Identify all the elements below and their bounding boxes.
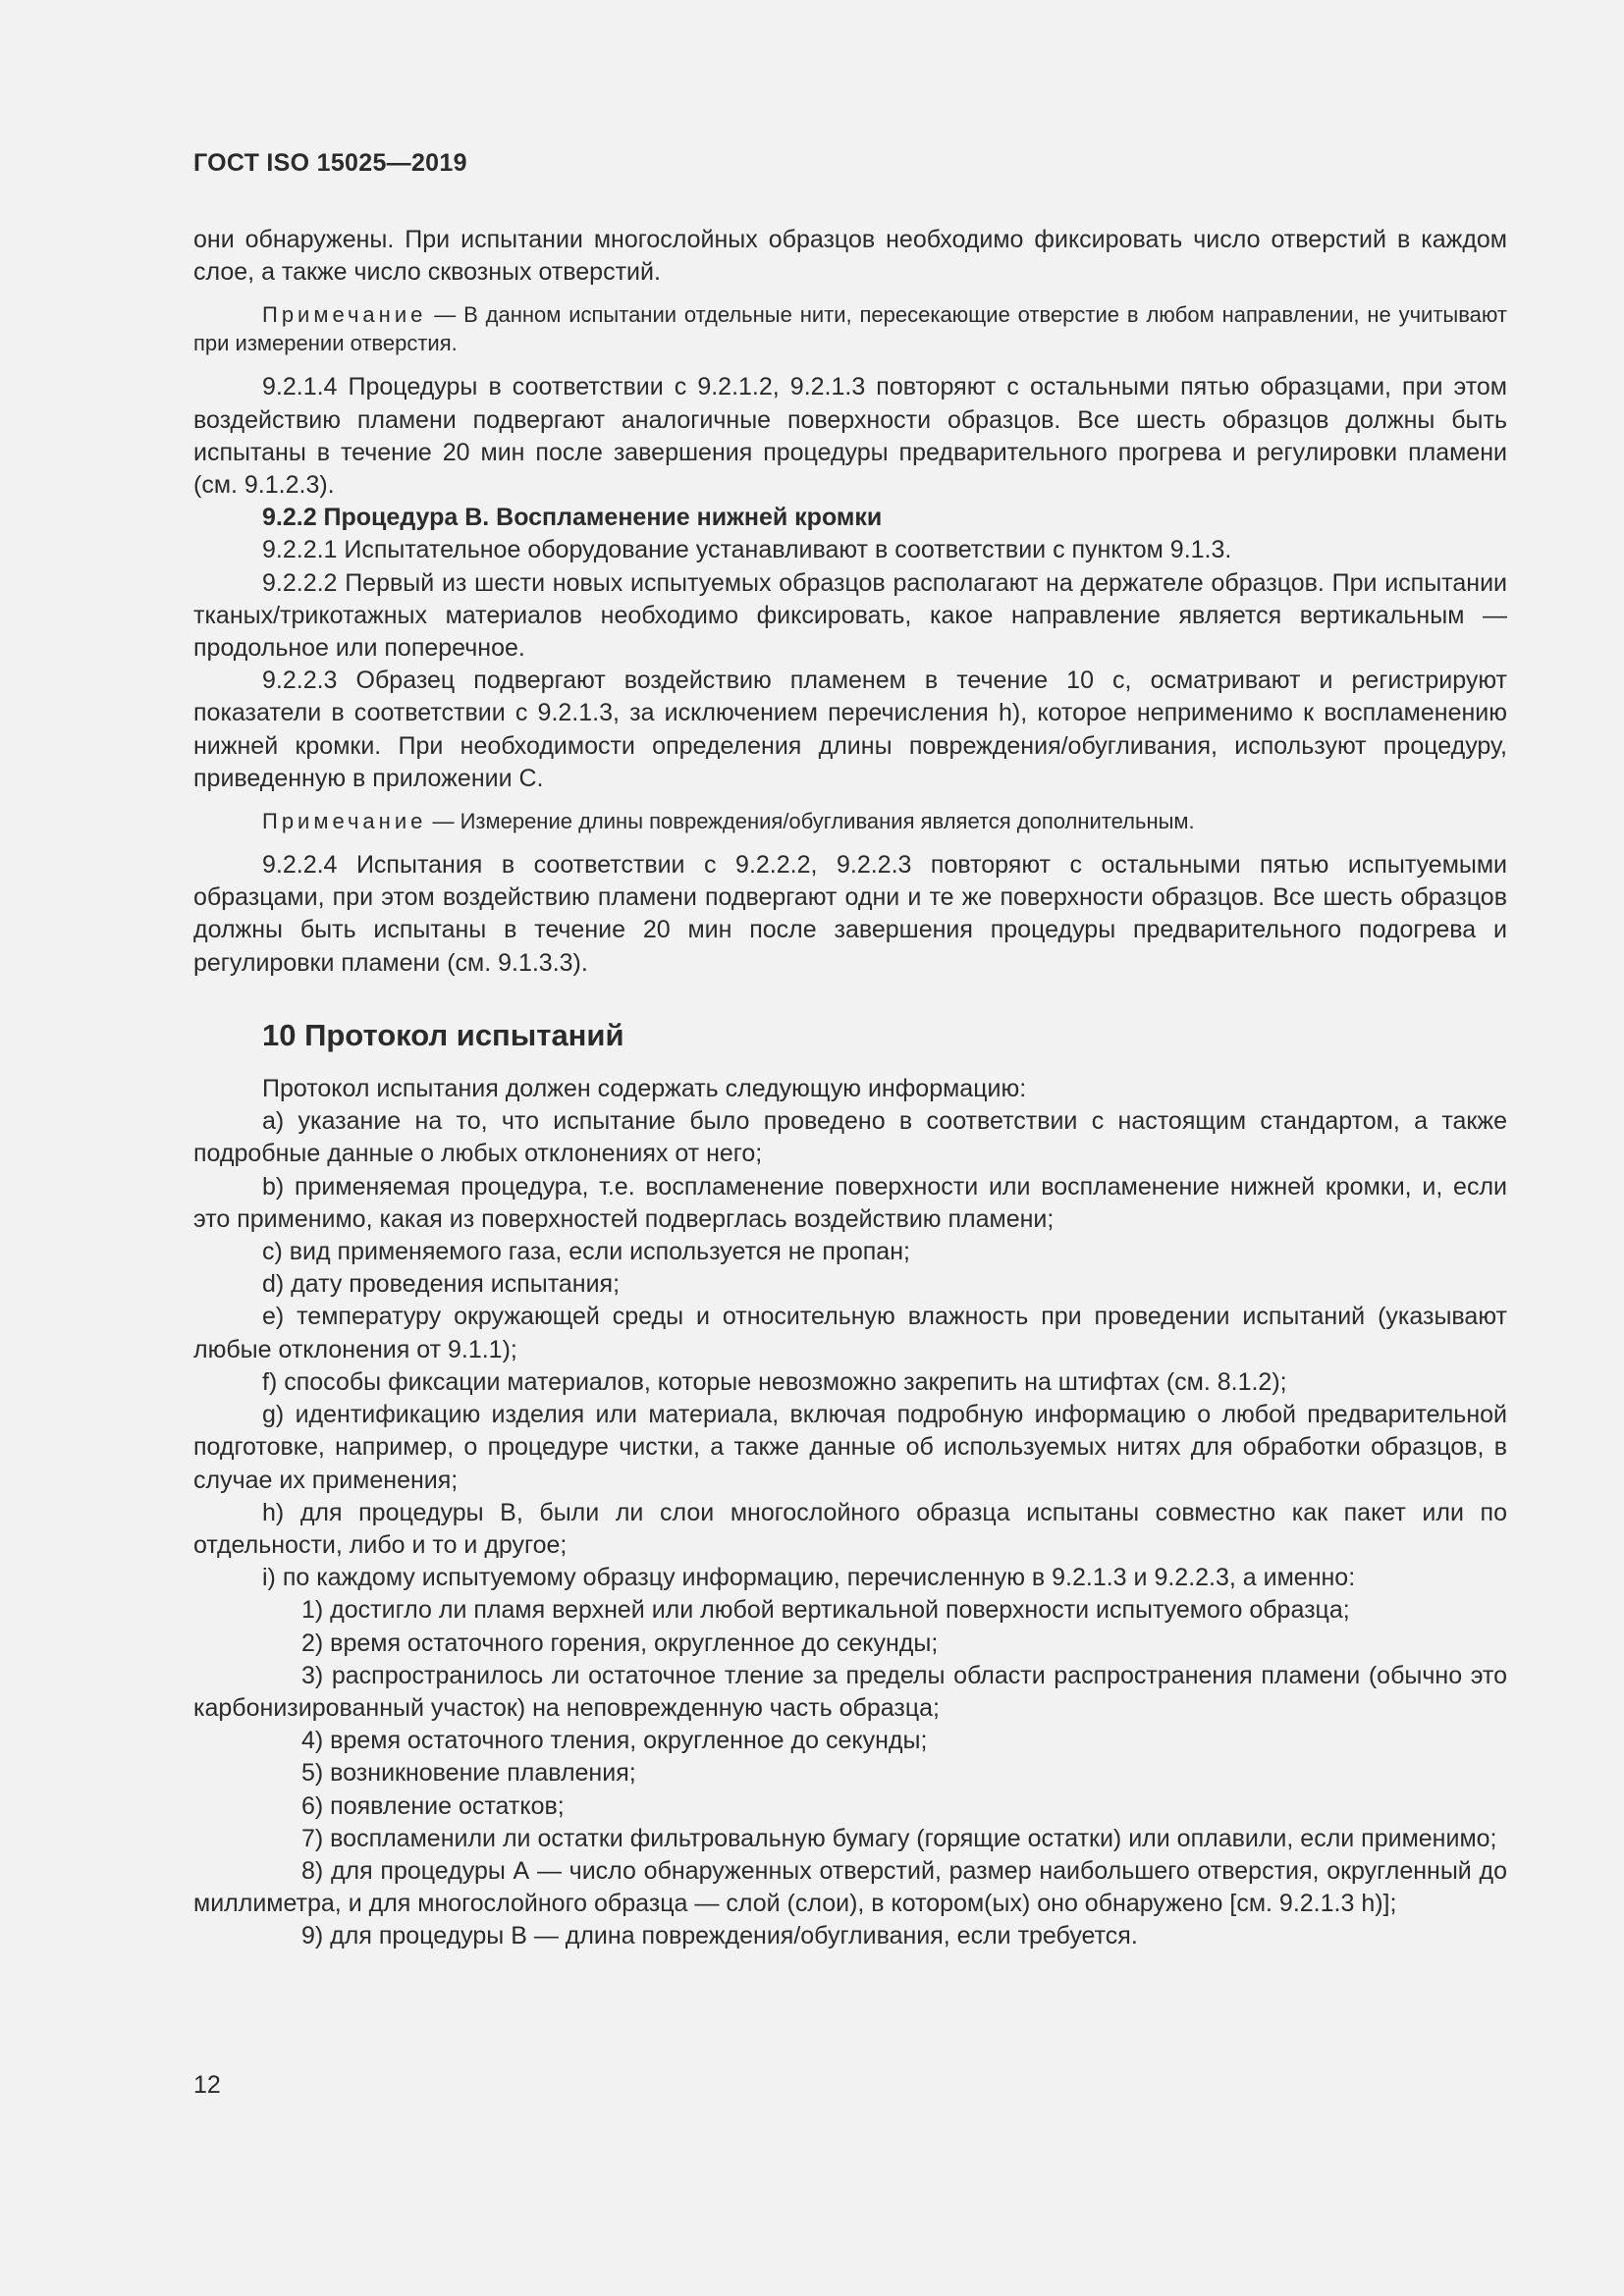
note-label: Примечание	[262, 809, 427, 834]
heading-9-2-2: 9.2.2 Процедура В. Воспламенение нижней кромки	[262, 504, 883, 532]
note-label: Примечание	[262, 302, 427, 328]
sublist-item-5: 5) возникновение плавления;	[301, 1759, 636, 1788]
paragraph-9-2-2-2: 9.2.2.2 Первый из шести новых испытуемых образцов располагают на держателе образцов. При испытании тканых/трикотажных материалов необходимо фиксировать, какое направление является вертикальным — продольное или поперечное.	[193, 568, 1507, 663]
list-item-h: h) для процедуры В, были ли слои многослойного образца испытаны совместно как пакет или по отдельности, либо и то и другое;	[193, 1498, 1507, 1559]
section-10-intro: Протокол испытания должен содержать следующую информацию:	[262, 1075, 1027, 1103]
list-item-f: f) способы фиксации материалов, которые невозможно закрепить на штифтах (см. 8.1.2);	[262, 1367, 1287, 1396]
paragraph-9-2-2-4: 9.2.2.4 Испытания в соответствии с 9.2.2.2, 9.2.2.3 повторяют с остальными пятью испытуемыми образцами, при этом воздействию пламени подвергают одни и те же поверхности образцов. Все шесть образцов должны быть испытаны в течение 20 мин после завершения процедуры предварительного подогрева и регулировки пламени (см. 9.1.3.3).	[193, 851, 1507, 977]
sublist-item-7: 7) воспламенили ли остатки фильтровальную бумагу (горящие остатки) или оплавили, если применимо;	[301, 1824, 1497, 1852]
note-text: — В данном испытании отдельные нити, пересекающие отверстие в любом направлении, не учитывают при измерении отверстия.	[193, 302, 1507, 356]
note-2	[193, 807, 1507, 835]
list-item-c: c) вид применяемого газа, если используется не пропан;	[262, 1238, 910, 1266]
list-item-a: a) указание на то, что испытание было проведено в соответствии с настоящим стандартом, а также подробные данные о любых отклонениях от него;	[193, 1107, 1507, 1168]
list-item-b: b) применяемая процедура, т.е. воспламенение поверхности или воспламенение нижней кромки, и, если это применимо, какая из поверхностей подверглась воздействию пламени;	[193, 1172, 1507, 1233]
paragraph-9-2-2-3: 9.2.2.3 Образец подвергают воздействию пламенем в течение 10 с, осматривают и регистрируют показатели в соответствии с 9.2.1.3, за исключением перечисления h), которое неприменимо к воспламенению нижней кромки. При необходимости определения длины повреждения/обугливания, используют процедуру, приведенную в приложении С.	[193, 667, 1507, 792]
page-number: 12	[193, 2071, 221, 2099]
sublist-item-8: 8) для процедуры А — число обнаруженных отверстий, размер наибольшего отверстия, округленный до миллиметра, и для многослойного образца — слой (слои), в котором(ых) оно обнаружено [см. 9.2.1.3 h)];	[193, 1856, 1507, 1918]
list-item-d: d) дату проведения испытания;	[262, 1270, 621, 1299]
sublist-item-3: 3) распространилось ли остаточное тление за пределы области распространения пламени (обычно это карбонизированный участок) на неповрежденную часть образца;	[193, 1661, 1507, 1722]
sublist-item-9: 9) для процедуры В — длина повреждения/обугливания, если требуется.	[301, 1922, 1138, 1950]
sublist-item-2: 2) время остаточного горения, округленное до секунды;	[301, 1629, 939, 1657]
list-item-g: g) идентификацию изделия или материала, включая подробную информацию о любой предварительной подготовке, например, о процедуре чистки, а также данные об используемых нитях для обработки образцов, в случае их применения;	[193, 1401, 1507, 1494]
sublist-item-6: 6) появление остатков;	[301, 1791, 565, 1820]
list-item-i: i) по каждому испытуемому образцу информацию, перечисленную в 9.2.1.3 и 9.2.2.3, а именно:	[262, 1564, 1356, 1592]
note-text: — Измерение длины повреждения/обугливания является дополнительным.	[426, 809, 1195, 834]
paragraph-continuation: они обнаружены. При испытании многослойных образцов необходимо фиксировать число отверстий в каждом слое, а также число сквозных отверстий.	[193, 226, 1507, 287]
note-1	[193, 300, 1507, 357]
paragraph-9-2-2-1: 9.2.2.1 Испытательное оборудование устанавливают в соответствии с пунктом 9.1.3.	[262, 536, 1232, 564]
section-10-title: 10 Протокол испытаний	[262, 1017, 624, 1052]
sublist-item-1: 1) достигло ли пламя верхней или любой вертикальной поверхности испытуемого образца;	[301, 1596, 1350, 1625]
page-content	[193, 224, 1507, 1953]
document-header: ГОСТ ISO 15025—2019	[193, 149, 467, 177]
sublist-item-4: 4) время остаточного тления, округленное до секунды;	[301, 1727, 928, 1755]
list-item-e: e) температуру окружающей среды и относительную влажность при проведении испытаний (указывают любые отклонения от 9.1.1);	[193, 1303, 1507, 1363]
paragraph-9-2-1-4: 9.2.1.4 Процедуры в соответствии с 9.2.1.2, 9.2.1.3 повторяют с остальными пятью образцами, при этом воздействию пламени подвергают аналогичные поверхности образцов. Все шесть образцов должны быть испытаны в течение 20 мин после завершения процедуры предварительного прогрева и регулировки пламени (см. 9.1.2.3).	[193, 373, 1507, 500]
